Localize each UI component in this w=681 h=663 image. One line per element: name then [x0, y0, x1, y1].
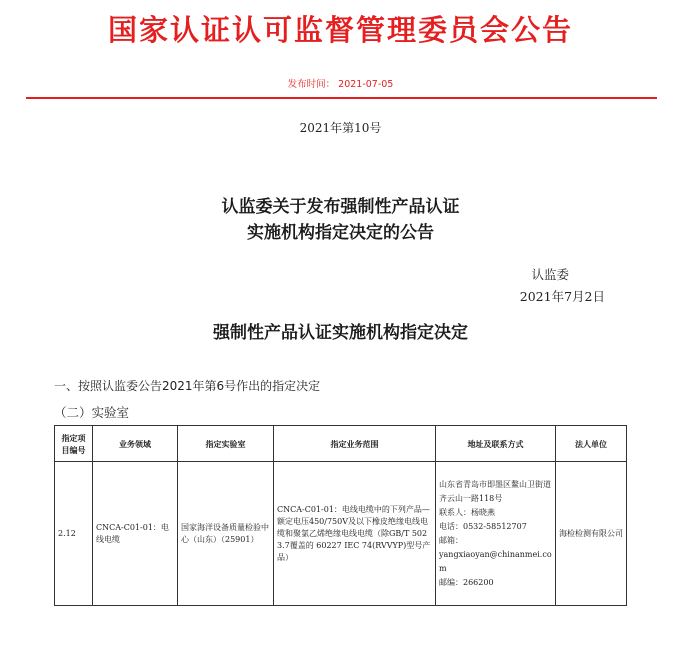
section-heading-1: 一、按照认监委公告2021年第6号作出的指定决定: [54, 379, 321, 393]
contact-person: 联系人：杨晓燕: [439, 507, 495, 517]
publish-time: 发布时间： 2021-07-05: [287, 79, 394, 90]
document-number: 2021年第10号: [299, 121, 382, 135]
cell-address-contact: [436, 462, 556, 606]
address-line: 山东省青岛市即墨区鳌山卫街道齐云山一路118号: [439, 479, 551, 503]
cell-item-no: 2.12: [55, 462, 93, 606]
column-header: 指定实验室: [178, 426, 274, 462]
column-header: 法人单位: [556, 426, 627, 462]
column-header: 业务领域: [93, 426, 178, 462]
table-row: [55, 462, 627, 606]
email-label: 邮箱：: [439, 535, 463, 545]
cell-business-domain: CNCA-C01-01：电线电缆: [93, 462, 178, 606]
section-heading-2: （二）实验室: [54, 405, 130, 420]
decision-title: 强制性产品认证实施机构指定决定: [213, 323, 468, 343]
column-header: 指定项目编号: [55, 426, 93, 462]
issue-date: 2021年7月2日: [519, 289, 605, 304]
agency-masthead: 国家认证认可监督管理委员会公告: [107, 13, 573, 47]
designation-table: [54, 425, 627, 606]
postal-code: 邮编：266200: [439, 577, 494, 587]
column-header: 地址及联系方式: [436, 426, 556, 462]
cell-designated-lab: 国家海洋设备质量检验中心（山东）（25901）: [178, 462, 274, 606]
header-divider: [26, 97, 657, 99]
contact-phone: 电话：0532-58512707: [439, 521, 527, 531]
cell-business-scope: CNCA-C01-01：电线电缆中的下列产品—额定电压450/750V及以下橡皮绝缘电线电缆和聚氯乙烯绝缘电线电缆（除GB/T 5023.7覆盖的 60227 IEC 74(RVVYP)型号产品）: [274, 462, 436, 606]
email-address: yangxiaoyan@chinanmei.com: [439, 549, 552, 573]
column-header: 指定业务范围: [274, 426, 436, 462]
announcement-title-line1: 认监委关于发布强制性产品认证: [221, 197, 460, 217]
issuer: 认监委: [531, 267, 569, 282]
announcement-title-line2: 实施机构指定决定的公告: [247, 223, 434, 243]
table-header-row: [55, 426, 627, 462]
cell-legal-entity: 海检检测有限公司: [556, 462, 627, 606]
